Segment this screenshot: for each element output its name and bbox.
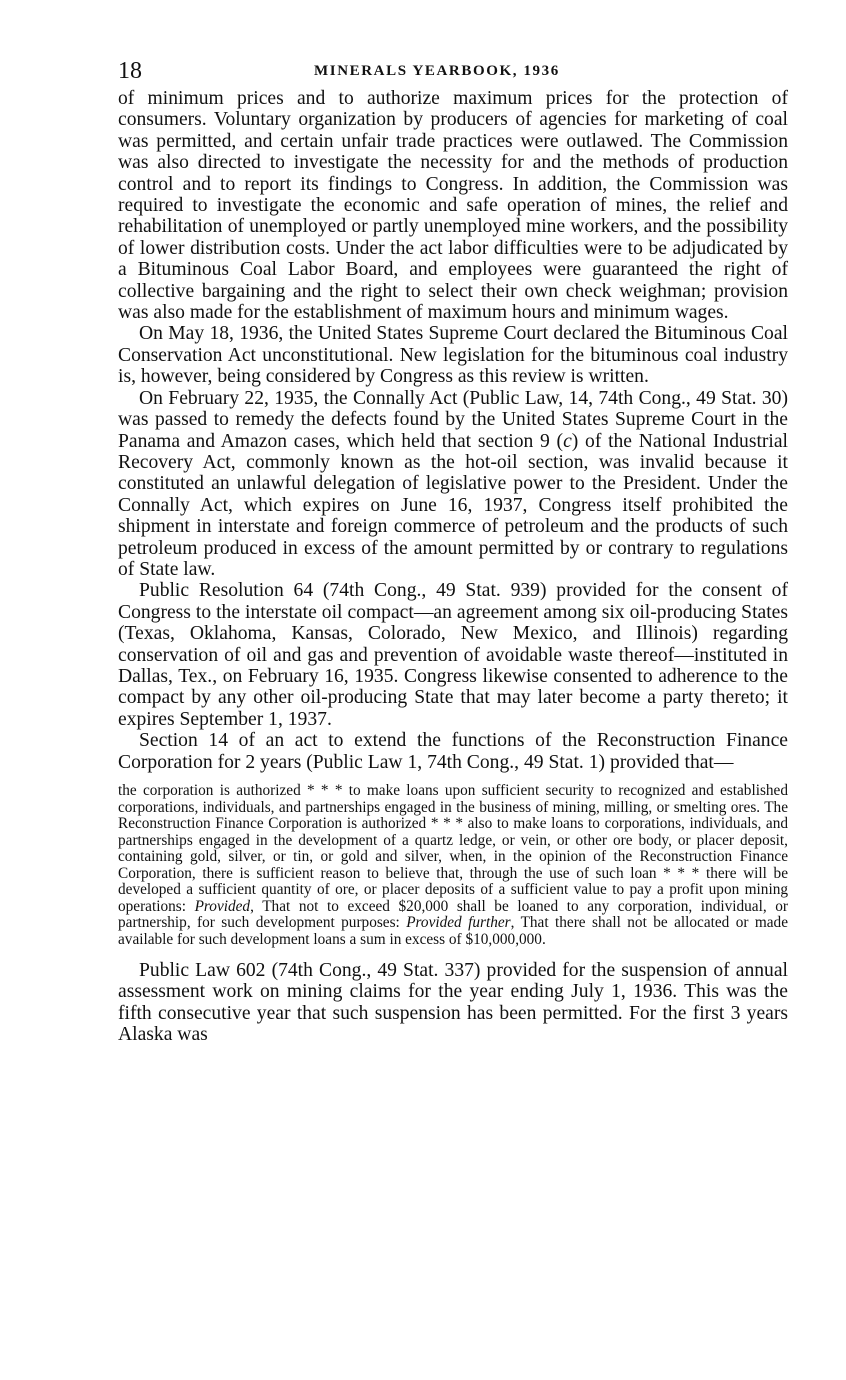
connally-text-2: ) of the National Industrial Recovery Act, commonly known as the hot-oil section, was invalid because it constituted an unlawful delegation of legislative power to the President. Under the Connally Act, which expires on June 16, 1937, Congress itself prohibited the shipment in interstate and foreign commerce of petroleum and the products of such petroleum produced in excess of the amount permitted by or contrary to regulations of State law. <box>118 430 788 580</box>
paragraph-oil-compact: Public Resolution 64 (74th Cong., 49 Stat. 939) provided for the consent of Congress to the interstate oil compact—an agreement among six oil-producing States (Texas, Oklahoma, Kansas, Colorado, New Mexico, and Illinois) regarding conservation of oil and gas and prevention of avoidable waste thereof—instituted in Dallas, Tex., on February 16, 1935. Congress likewise consented to adherence to the compact by any other oil-producing State that may later become a party thereto; it expires September 1, 1937. <box>118 580 788 730</box>
running-header <box>118 58 788 88</box>
quote-text-3: , That there shall not be allocated or made available for such development loans a sum in excess of $10,000,000. <box>118 914 788 948</box>
connally-text-1: On February 22, 1935, the Connally Act (Public Law, 14, 74th Cong., 49 Stat. 30) was passed to remedy the defects found by the United States Supreme Court in the Panama and Amazon cases, which held that section 9 ( <box>118 387 788 452</box>
quote-provided-further: Provided further <box>406 914 511 931</box>
page-number: 18 <box>118 58 142 84</box>
quote-text-1: the corporation is authorized * * * to make loans upon sufficient security to recognized and established corporations, individuals, and partnerships engaged in the business of mining, milling, or smelting ores. The Reconstruction Finance Corporation is authorized * * * also to make loans to corporations, individuals, and partnerships engaged in the development of a quartz ledge, or vein, or other ore body, or placer deposit, containing gold, silver, or tin, or gold and silver, when, in the opinion of the Reconstruction Finance Corporation, there is sufficient reason to believe that, through the use of such loan * * * there will be developed a sufficient quantity of ore, or placer deposits of a sufficient value to pay a profit upon mining operations: <box>118 782 788 915</box>
running-title: MINERALS YEARBOOK, 1936 <box>314 63 560 79</box>
paragraph-public-law-602: Public Law 602 (74th Cong., 49 Stat. 337) provided for the suspension of annual assessment work on mining claims for the year ending July 1, 1936. This was the fifth consecutive year that such suspension has been permitted. For the first 3 years Alaska was <box>118 960 788 1046</box>
quote-provided: Provided <box>194 897 251 915</box>
paragraph-rfc-section-14: Section 14 of an act to extend the functions of the Reconstruction Finance Corporation for 2 years (Public Law 1, 74th Cong., 49 Stat. 1) provided that— <box>118 730 788 773</box>
connally-italic-c: c <box>563 430 572 452</box>
paragraph-coal-act-continued: of minimum prices and to authorize maximum prices for the protection of consumers. Voluntary organization by producers of agencies for marketing of coal was permitted, and certain unfair trade practices were outlawed. The Commission was also directed to investigate the necessity for and the methods of production control and to report its findings to Congress. In addition, the Commission was required to investigate the economic and safe operation of mines, the relief and rehabilitation of unemployed or partly unemployed mine workers, and the possibility of lower distribution costs. Under the act labor difficulties were to be adjudicated by a Bituminous Coal Labor Board, and employees were guaranteed the right of collective bargaining and the right to select their own check weighman; provision was also made for the establishment of maximum hours and minimum wages. <box>118 88 788 324</box>
quote-text-2: , That not to exceed $20,000 shall be loaned to any corporation, individual, or partnership, for such development purposes: <box>118 897 788 931</box>
paragraph-connally-act <box>118 388 788 581</box>
document-page <box>118 58 788 1046</box>
quoted-extract <box>118 783 788 948</box>
paragraph-supreme-court-ruling: On May 18, 1936, the United States Supreme Court declared the Bituminous Coal Conservation Act unconstitutional. New legislation for the bituminous coal industry is, however, being considered by Congress as this review is written. <box>118 323 788 388</box>
